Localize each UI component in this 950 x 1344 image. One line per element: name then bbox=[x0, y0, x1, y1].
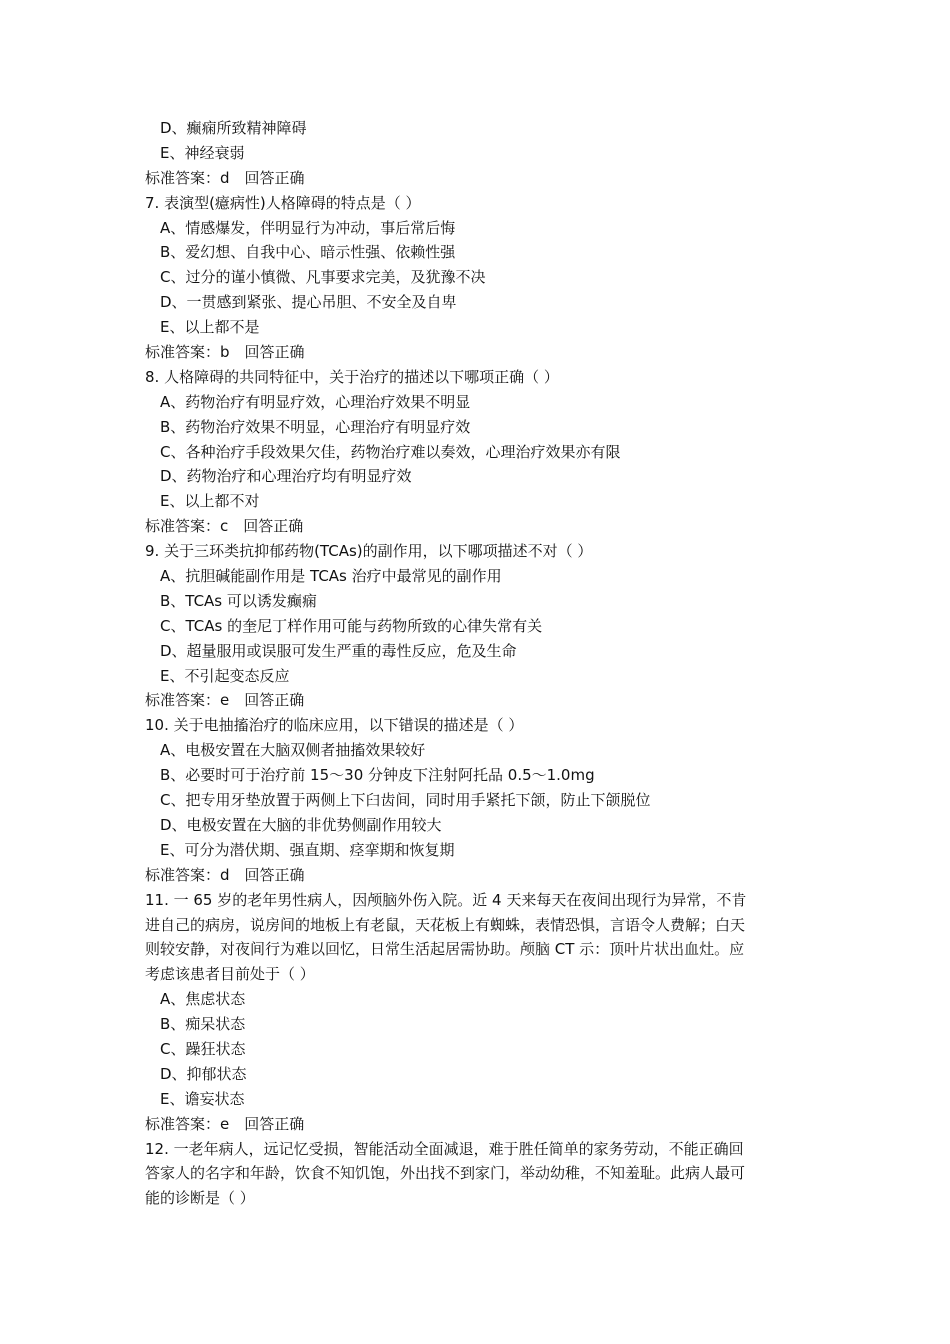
question-text: 12. 一老年病人，远记忆受损，智能活动全面减退，难于胜任简单的家务劳动，不能正确回 bbox=[145, 1139, 744, 1158]
answer-option: A、情感爆发，伴明显行为冲动，事后常后悔 bbox=[160, 218, 456, 237]
answer-option: D、癫痫所致精神障碍 bbox=[160, 119, 307, 137]
document-body bbox=[145, 116, 815, 1211]
answer-option: A、药物治疗有明显疗效，心理治疗效果不明显 bbox=[160, 392, 471, 411]
answer-option: E、以上都不对 bbox=[160, 492, 260, 511]
answer-option: A、抗胆碱能副作用是 TCAs 治疗中最常见的副作用 bbox=[160, 567, 502, 586]
question-text: 答家人的名字和年龄，饮食不知饥饱，外出找不到家门，举动幼稚，不知羞耻。此病人最可 bbox=[145, 1164, 746, 1183]
question-text: 8. 人格障碍的共同特征中，关于治疗的描述以下哪项正确（ ） bbox=[145, 367, 559, 386]
answer-option: E、神经衰弱 bbox=[160, 143, 245, 162]
question-text: 11. 一 65 岁的老年男性病人，因颅脑外伤入院。近 4 天来每天在夜间出现行为异常，不肯 bbox=[145, 890, 747, 909]
answer-option: C、过分的谨小慎微、凡事要求完美，及犹豫不决 bbox=[160, 268, 486, 287]
question-text: 能的诊断是（ ） bbox=[145, 1189, 255, 1208]
standard-answer: 标准答案：b 回答正确 bbox=[145, 343, 305, 362]
answer-option: B、痴呆状态 bbox=[160, 1015, 246, 1034]
answer-option: E、不引起变态反应 bbox=[160, 666, 290, 685]
answer-option: B、药物治疗效果不明显，心理治疗有明显疗效 bbox=[160, 417, 471, 436]
answer-option: B、必要时可于治疗前 15～30 分钟皮下注射阿托品 0.5～1.0mg bbox=[160, 766, 595, 785]
standard-answer: 标准答案：e 回答正确 bbox=[145, 1114, 305, 1133]
answer-option: D、药物治疗和心理治疗均有明显疗效 bbox=[160, 467, 412, 486]
answer-option: B、爱幻想、自我中心、暗示性强、依赖性强 bbox=[160, 243, 456, 262]
question-text: 7. 表演型(癔病性)人格障碍的特点是（ ） bbox=[145, 193, 421, 212]
answer-option: C、各种治疗手段效果欠佳，药物治疗难以奏效，心理治疗效果亦有限 bbox=[160, 442, 621, 461]
question-text: 进自己的病房，说房间的地板上有老鼠，天花板上有蜘蛛，表情恐惧，言语令人费解；白天 bbox=[145, 915, 746, 934]
question-text: 考虑该患者目前处于（ ） bbox=[145, 965, 315, 984]
question-text: 则较安静，对夜间行为难以回忆，日常生活起居需协助。颅脑 CT 示：顶叶片状出血灶。应 bbox=[145, 940, 745, 959]
answer-option: B、TCAs 可以诱发癫痫 bbox=[160, 591, 317, 610]
answer-option: D、电极安置在大脑的非优势侧副作用较大 bbox=[160, 815, 442, 834]
standard-answer: 标准答案：c 回答正确 bbox=[145, 517, 304, 536]
answer-option: D、一贯感到紧张、提心吊胆、不安全及自卑 bbox=[160, 293, 457, 312]
answer-option: A、电极安置在大脑双侧者抽搐效果较好 bbox=[160, 741, 426, 760]
answer-option: D、超量服用或误服可发生严重的毒性反应，危及生命 bbox=[160, 641, 517, 660]
question-text: 9. 关于三环类抗抑郁药物(TCAs)的副作用，以下哪项描述不对（ ） bbox=[145, 542, 593, 561]
answer-option: A、焦虑状态 bbox=[160, 990, 246, 1009]
answer-option: C、把专用牙垫放置于两侧上下臼齿间，同时用手紧托下颌，防止下颌脱位 bbox=[160, 791, 651, 810]
standard-answer: 标准答案：d 回答正确 bbox=[145, 865, 305, 884]
answer-option: D、抑郁状态 bbox=[160, 1064, 247, 1083]
answer-option: C、躁狂状态 bbox=[160, 1039, 246, 1058]
answer-option: E、可分为潜伏期、强直期、痉挛期和恢复期 bbox=[160, 840, 455, 859]
answer-option: C、TCAs 的奎尼丁样作用可能与药物所致的心律失常有关 bbox=[160, 616, 543, 635]
standard-answer: 标准答案：e 回答正确 bbox=[145, 691, 305, 710]
answer-option: E、以上都不是 bbox=[160, 318, 260, 337]
question-text: 10. 关于电抽搐治疗的临床应用，以下错误的描述是（ ） bbox=[145, 716, 524, 735]
answer-option: E、谵妄状态 bbox=[160, 1089, 245, 1108]
standard-answer: 标准答案：d 回答正确 bbox=[145, 168, 305, 187]
